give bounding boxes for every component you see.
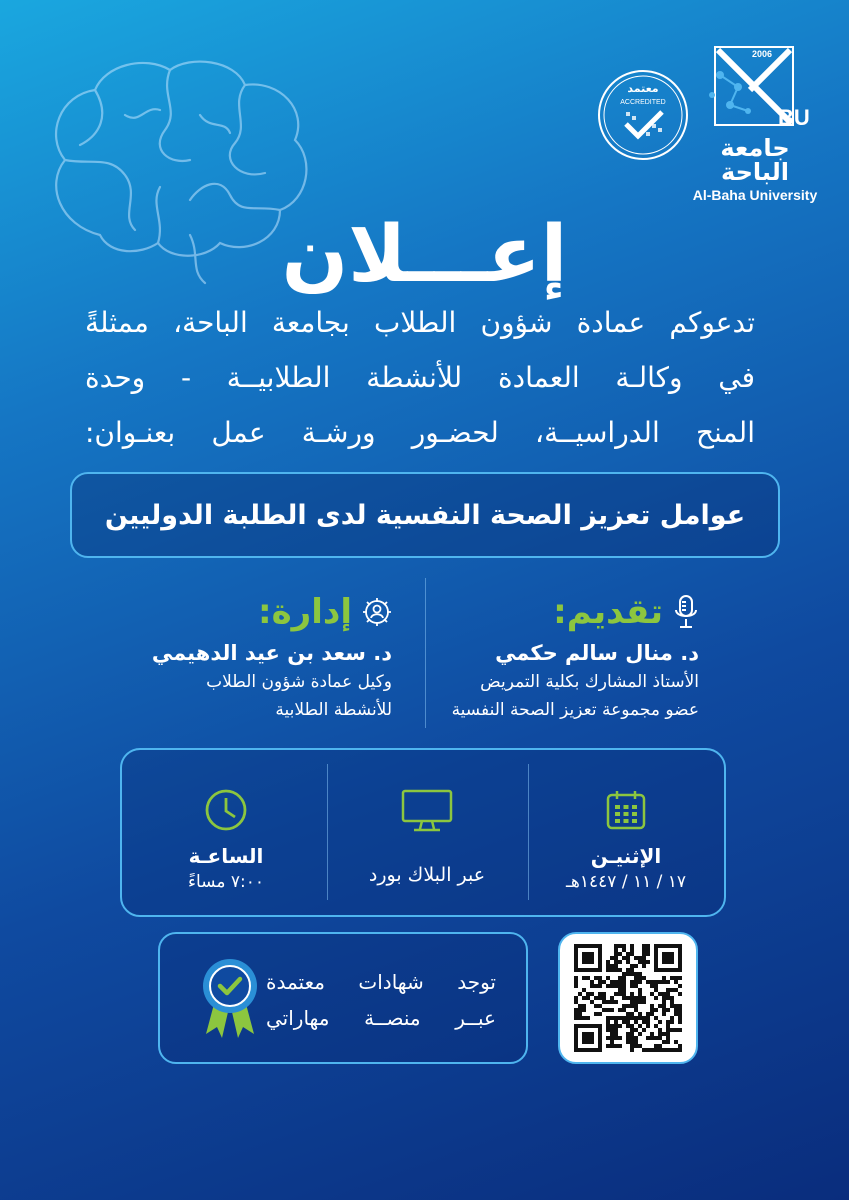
calendar-icon <box>604 788 648 832</box>
certificate-box <box>158 932 528 1064</box>
date-cell <box>526 750 726 915</box>
platform-cell <box>327 750 527 915</box>
presenter-name: د. منال سالم حكمي <box>495 641 699 665</box>
certificate-line-1: توجد شهادات معتمدة <box>266 970 496 994</box>
manager-title-line-1: وكيل عمادة شؤون الطلاب <box>206 672 392 692</box>
accreditation-ar: معتمد <box>627 82 659 95</box>
time-label: الساعـة <box>188 844 264 868</box>
university-name-en: Al-Baha University <box>692 187 818 203</box>
presenter-section <box>399 590 699 724</box>
certificate-line-2: عبــر منصــة مهاراتي <box>266 1006 496 1030</box>
invitation-line-1: تدعوكم عمادة شؤون الطلاب بجامعة الباحة، ممثلةً <box>85 306 755 339</box>
presenter-title-line-2: عضو مجموعة تعزيز الصحة النفسية <box>451 700 699 720</box>
time-cell <box>126 750 326 915</box>
workshop-topic-box <box>70 472 780 558</box>
certificate-text <box>266 964 496 1036</box>
invitation-line-2: في وكالـة العمادة للأنشطة الطلابيــة - وحدة <box>85 361 755 394</box>
announcement-title: إعـــلان <box>281 210 568 300</box>
al-baha-university-logo <box>690 45 820 203</box>
monitor-icon <box>400 788 454 834</box>
medal-icon <box>200 956 260 1040</box>
accreditation-seal <box>596 68 690 162</box>
accreditation-en: ACCREDITED <box>620 99 666 106</box>
gear-user-icon <box>362 597 392 627</box>
university-emblem-icon <box>690 45 820 130</box>
presenter-heading: تقديم: <box>553 592 663 632</box>
university-name-ar: جامعة الباحة <box>720 134 790 186</box>
qr-code[interactable] <box>574 944 682 1052</box>
invitation-paragraph <box>85 295 755 460</box>
clock-icon <box>204 788 248 832</box>
university-abbr: BU <box>778 105 810 130</box>
day-label: الإثنيـن <box>590 844 662 868</box>
manager-section <box>92 590 392 724</box>
manager-name: د. سعد بن عيد الدهيمي <box>151 641 392 665</box>
manager-title-line-2: للأنشطة الطلابية <box>275 700 392 720</box>
platform-value: عبر البلاك بورد <box>368 864 486 886</box>
time-value: ٧:٠٠ مساءً <box>188 872 264 892</box>
event-details-box <box>120 748 726 917</box>
qr-code-box[interactable] <box>558 932 698 1064</box>
date-value: ١٧ / ١١ / ١٤٤٧هـ <box>565 872 687 892</box>
workshop-topic: عوامل تعزيز الصحة النفسية لدى الطلبة الدوليين <box>104 499 746 531</box>
university-year: 2006 <box>752 49 773 59</box>
invitation-line-3: المنح الدراسيــة، لحضـور ورشـة عمل بعنـوان: <box>85 416 755 449</box>
presenter-title-line-1: الأستاذ المشارك بكلية التمريض <box>480 672 699 692</box>
microphone-icon <box>673 594 699 630</box>
manager-heading: إدارة: <box>258 592 352 632</box>
